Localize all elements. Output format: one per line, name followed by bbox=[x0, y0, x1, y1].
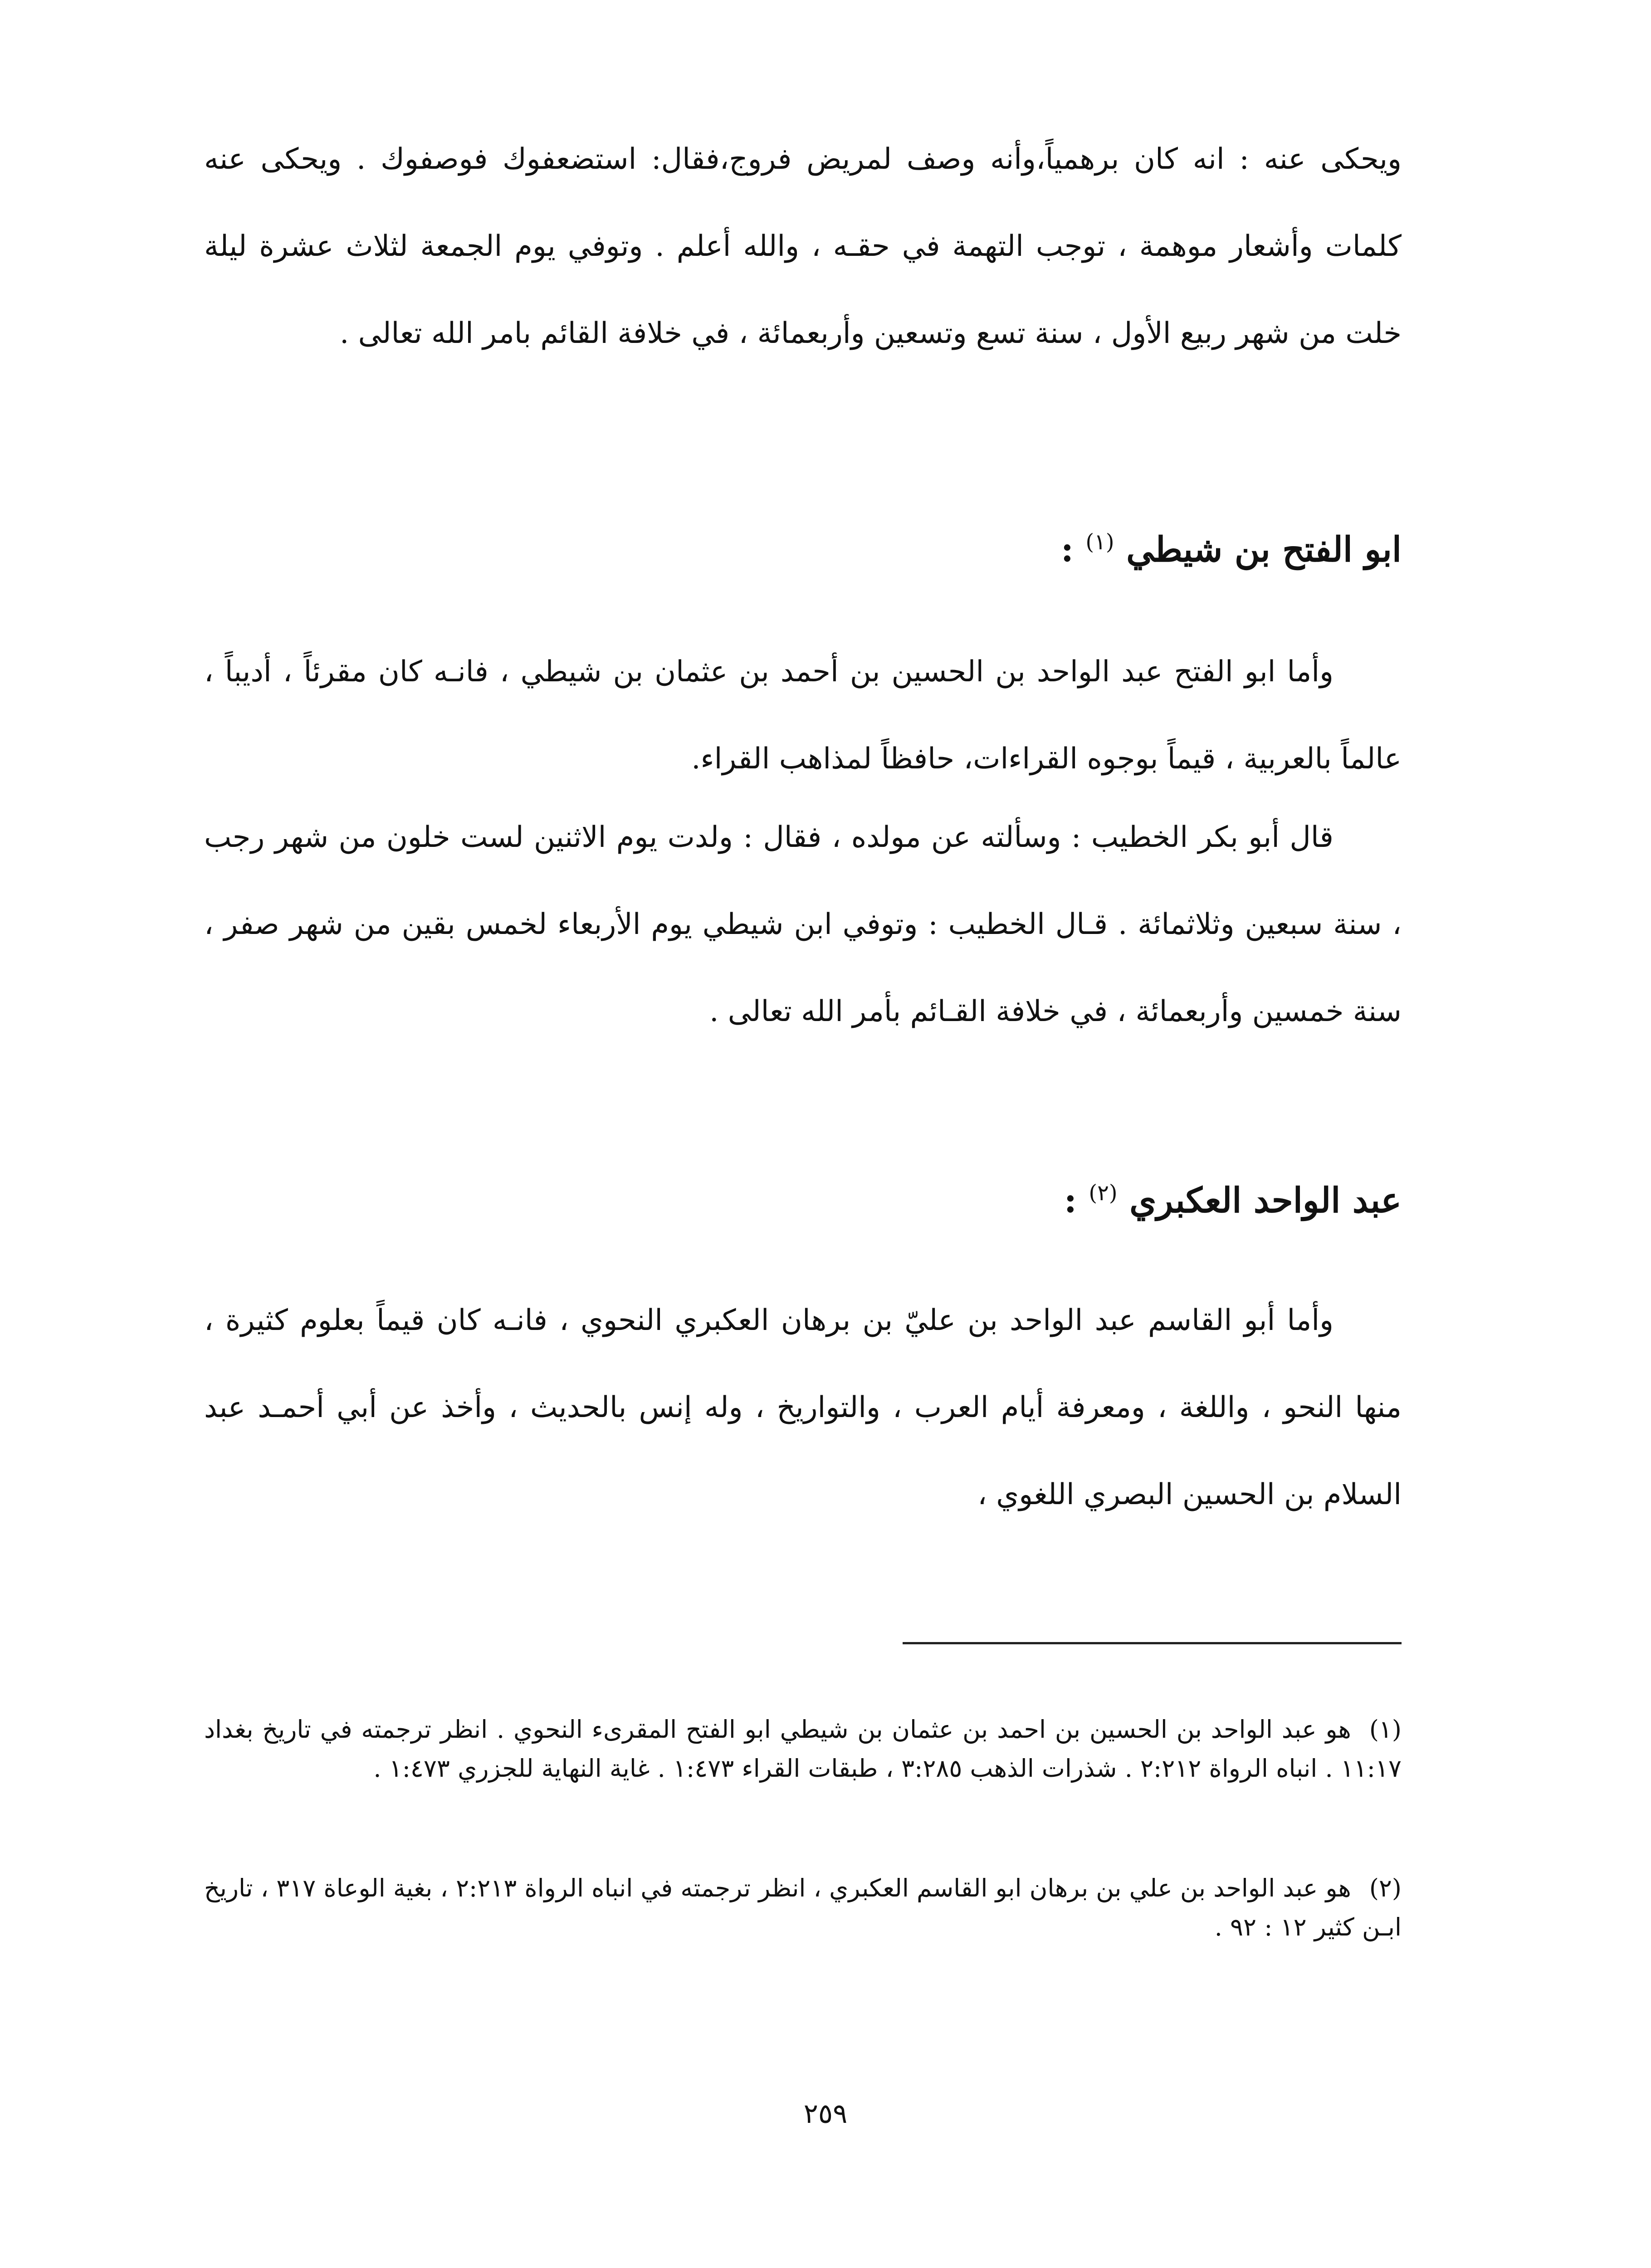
footnote-text: هو عبد الواحد بن الحسين بن احمد بن عثمان بن شيطي ابو الفتح المقرىء النحوي . انظر ترجمته في تاريخ بغداد ١١:١٧ . انباه الرواة ٢:٢١٢ . شذرات الذهب ٣:٢٨٥ ، طبقات القراء ١:٤٧٣ . غاية النهاية للجزري ١:٤٧٣ . bbox=[204, 1715, 1402, 1783]
paragraph-4: وأما أبو القاسم عبد الواحد بن عليّ بن برهان العكبري النحوي ، فانـه كان قيماً بعلوم كثيرة ، منها النحو ، واللغة ، ومعرفة أيام العرب ، والتواريخ ، وله إنس بالحديث ، وأخذ عن أبي أحمـد عبد السلام بن الحسين البصري اللغوي ، bbox=[204, 1304, 1402, 1511]
footnote-ref: (١) bbox=[1085, 529, 1114, 555]
page-content bbox=[204, 0, 1402, 2268]
section-heading-ibn-shiti bbox=[1061, 515, 1402, 577]
footnote-ref: (٢) bbox=[1089, 1180, 1118, 1206]
page-number: ٢٥٩ bbox=[803, 2098, 848, 2130]
paragraph-1: ويحكى عنه : انه كان برهمياً،وأنه وصف لمريض فروج،فقال: استضعفوك فوصفوك . ويحكى عنه كلمات وأشعار موهمة ، توجب التهمة في حقـه ، والله أعلم . وتوفي يوم الجمعة لثلاث عشرة ليلة خلت من شهر ربيع الأول ، سنة تسع وتسعين وأربعمائة ، في خلافة القائم بامر الله تعالى . bbox=[204, 142, 1402, 350]
footnote-number: (١) bbox=[1369, 1715, 1402, 1744]
footnote-number: (٢) bbox=[1369, 1874, 1402, 1902]
footnote-2 bbox=[204, 1869, 1402, 1947]
section-heading-al-ukbari bbox=[1064, 1166, 1402, 1227]
paragraph-2: وأما ابو الفتح عبد الواحد بن الحسين بن أحمد بن عثمان بن شيطي ، فانـه كان مقرئاً ، أديباً ، عالماً بالعربية ، قيماً بوجوه القراءات، حافظاً لمذاهب القراء. bbox=[204, 655, 1402, 776]
heading-title: عبد الواحد العكبري bbox=[1129, 1180, 1402, 1221]
heading-colon: : bbox=[1064, 1180, 1077, 1221]
footnote-1 bbox=[204, 1710, 1402, 1788]
heading-colon: : bbox=[1060, 529, 1074, 570]
footnote-text: هو عبد الواحد بن علي بن برهان ابو القاسم العكبري ، انظر ترجمته في انباه الرواة ٢:٢١٣ ، بغية الوعاة ٣١٧ ، تاريخ ابـن كثير ١٢ : ٩٢ . bbox=[204, 1874, 1402, 1941]
paragraph-3: قال أبو بكر الخطيب : وسألته عن مولده ، فقال : ولدت يوم الاثنين لست خلون من شهر رجب ، سنة سبعين وثلاثمائة . قـال الخطيب : وتوفي ابن شيطي يوم الأربعاء لخمس بقين من شهر صفر ، سنة خمسين وأربعمائة ، في خلافة القـائم بأمر الله تعالى . bbox=[204, 821, 1402, 1028]
heading-title: ابو الفتح بن شيطي bbox=[1126, 529, 1402, 570]
footnote-separator bbox=[903, 1642, 1402, 1644]
